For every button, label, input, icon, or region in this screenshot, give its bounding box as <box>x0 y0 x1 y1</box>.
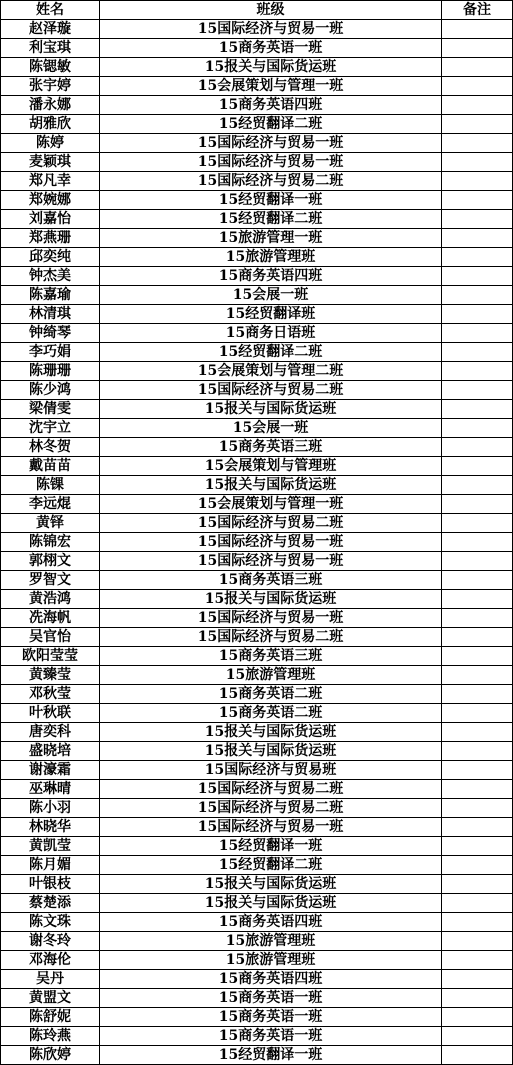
name-cell[interactable]: 麦颖琪 <box>1 153 100 172</box>
note-cell[interactable] <box>442 381 513 400</box>
note-cell[interactable] <box>442 286 513 305</box>
class-cell[interactable]: 15经贸翻译一班 <box>100 837 442 856</box>
header-cell-note[interactable]: 备注 <box>442 1 513 20</box>
class-cell[interactable]: 15国际经济与贸易班 <box>100 761 442 780</box>
name-cell[interactable]: 潘永娜 <box>1 96 100 115</box>
class-cell[interactable]: 15报关与国际货运班 <box>100 894 442 913</box>
note-cell[interactable] <box>442 58 513 77</box>
name-cell[interactable]: 郑燕珊 <box>1 229 100 248</box>
name-cell[interactable]: 陈锞 <box>1 476 100 495</box>
name-cell[interactable]: 谢濠霜 <box>1 761 100 780</box>
note-cell[interactable] <box>442 153 513 172</box>
name-cell[interactable]: 郑凡幸 <box>1 172 100 191</box>
table-row <box>1 894 513 913</box>
note-cell[interactable] <box>442 419 513 438</box>
header-row <box>1 1 513 20</box>
note-cell[interactable] <box>442 970 513 989</box>
class-cell[interactable]: 15国际经济与贸易二班 <box>100 172 442 191</box>
class-cell[interactable]: 15国际经济与贸易二班 <box>100 628 442 647</box>
table-row <box>1 210 513 229</box>
header-cell-name[interactable]: 姓名 <box>1 1 100 20</box>
note-cell[interactable] <box>442 932 513 951</box>
note-cell[interactable] <box>442 761 513 780</box>
note-cell[interactable] <box>442 324 513 343</box>
note-cell[interactable] <box>442 77 513 96</box>
name-cell[interactable]: 欧阳莹莹 <box>1 647 100 666</box>
name-cell[interactable]: 郭栩文 <box>1 552 100 571</box>
name-cell[interactable]: 黄臻莹 <box>1 666 100 685</box>
name-cell[interactable]: 林清琪 <box>1 305 100 324</box>
note-cell[interactable] <box>442 1008 513 1027</box>
note-cell[interactable] <box>442 362 513 381</box>
name-cell[interactable]: 刘嘉怡 <box>1 210 100 229</box>
table-row <box>1 191 513 210</box>
class-cell[interactable]: 15报关与国际货运班 <box>100 400 442 419</box>
table-row <box>1 533 513 552</box>
class-cell[interactable]: 15报关与国际货运班 <box>100 875 442 894</box>
class-cell[interactable]: 15经贸翻译二班 <box>100 856 442 875</box>
name-cell[interactable]: 黄凯莹 <box>1 837 100 856</box>
name-cell[interactable]: 陈玲燕 <box>1 1027 100 1046</box>
note-cell[interactable] <box>442 305 513 324</box>
table-row <box>1 324 513 343</box>
note-cell[interactable] <box>442 951 513 970</box>
note-cell[interactable] <box>442 647 513 666</box>
class-cell[interactable]: 15会展一班 <box>100 286 442 305</box>
note-cell[interactable] <box>442 248 513 267</box>
name-cell[interactable]: 林冬贺 <box>1 438 100 457</box>
class-cell[interactable]: 15报关与国际货运班 <box>100 742 442 761</box>
class-cell[interactable]: 15报关与国际货运班 <box>100 723 442 742</box>
class-cell[interactable]: 15国际经济与贸易一班 <box>100 153 442 172</box>
class-cell[interactable]: 15报关与国际货运班 <box>100 590 442 609</box>
name-cell[interactable]: 陈锶敏 <box>1 58 100 77</box>
class-cell[interactable]: 15会展一班 <box>100 419 442 438</box>
name-cell[interactable]: 陈少鸿 <box>1 381 100 400</box>
note-cell[interactable] <box>442 533 513 552</box>
name-cell[interactable]: 李远焜 <box>1 495 100 514</box>
class-cell[interactable]: 15国际经济与贸易二班 <box>100 780 442 799</box>
table-row <box>1 400 513 419</box>
table-row <box>1 58 513 77</box>
table-row <box>1 476 513 495</box>
table-row <box>1 438 513 457</box>
table-row <box>1 514 513 533</box>
name-cell[interactable]: 邓海伦 <box>1 951 100 970</box>
table-row <box>1 609 513 628</box>
class-cell[interactable]: 15商务英语三班 <box>100 647 442 666</box>
name-cell[interactable]: 钟绮琴 <box>1 324 100 343</box>
name-cell[interactable]: 利宝琪 <box>1 39 100 58</box>
class-cell[interactable]: 15商务英语一班 <box>100 1027 442 1046</box>
name-cell[interactable]: 陈嘉瑜 <box>1 286 100 305</box>
table-row <box>1 628 513 647</box>
table-row <box>1 818 513 837</box>
note-cell[interactable] <box>442 191 513 210</box>
table-row <box>1 172 513 191</box>
note-cell[interactable] <box>442 267 513 286</box>
table-row <box>1 267 513 286</box>
table-row <box>1 248 513 267</box>
note-cell[interactable] <box>442 875 513 894</box>
name-cell[interactable]: 巫琳晴 <box>1 780 100 799</box>
note-cell[interactable] <box>442 685 513 704</box>
table-row <box>1 77 513 96</box>
class-cell[interactable]: 15商务英语二班 <box>100 704 442 723</box>
note-cell[interactable] <box>442 590 513 609</box>
name-cell[interactable]: 盛晓培 <box>1 742 100 761</box>
table-row <box>1 647 513 666</box>
note-cell[interactable] <box>442 39 513 58</box>
note-cell[interactable] <box>442 172 513 191</box>
note-cell[interactable] <box>442 818 513 837</box>
class-cell[interactable]: 15国际经济与贸易二班 <box>100 514 442 533</box>
table-row <box>1 571 513 590</box>
note-cell[interactable] <box>442 799 513 818</box>
name-cell[interactable]: 梁倩雯 <box>1 400 100 419</box>
class-cell[interactable]: 15商务英语四班 <box>100 267 442 286</box>
table-row <box>1 723 513 742</box>
note-cell[interactable] <box>442 134 513 153</box>
note-cell[interactable] <box>442 229 513 248</box>
note-cell[interactable] <box>442 115 513 134</box>
table-row <box>1 989 513 1008</box>
note-cell[interactable] <box>442 457 513 476</box>
note-cell[interactable] <box>442 96 513 115</box>
note-cell[interactable] <box>442 704 513 723</box>
name-cell[interactable]: 吴丹 <box>1 970 100 989</box>
name-cell[interactable]: 林晓华 <box>1 818 100 837</box>
name-cell[interactable]: 陈珊珊 <box>1 362 100 381</box>
class-cell[interactable]: 15会展策划与管理一班 <box>100 77 442 96</box>
table-row <box>1 761 513 780</box>
note-cell[interactable] <box>442 476 513 495</box>
class-cell[interactable]: 15旅游管理班 <box>100 666 442 685</box>
class-cell[interactable]: 15国际经济与贸易二班 <box>100 799 442 818</box>
class-cell[interactable]: 15报关与国际货运班 <box>100 58 442 77</box>
table-row <box>1 913 513 932</box>
note-cell[interactable] <box>442 1046 513 1065</box>
table-row <box>1 552 513 571</box>
class-cell[interactable]: 15报关与国际货运班 <box>100 476 442 495</box>
table-row <box>1 780 513 799</box>
note-cell[interactable] <box>442 989 513 1008</box>
name-cell[interactable]: 陈锦宏 <box>1 533 100 552</box>
table-row <box>1 153 513 172</box>
name-cell[interactable]: 陈文珠 <box>1 913 100 932</box>
note-cell[interactable] <box>442 723 513 742</box>
name-cell[interactable]: 叶银枝 <box>1 875 100 894</box>
name-cell[interactable]: 郑婉娜 <box>1 191 100 210</box>
table-row <box>1 115 513 134</box>
table-row <box>1 875 513 894</box>
name-cell[interactable]: 胡雅欣 <box>1 115 100 134</box>
class-cell[interactable]: 15商务英语一班 <box>100 1008 442 1027</box>
name-cell[interactable]: 黄铎 <box>1 514 100 533</box>
class-cell[interactable]: 15商务英语四班 <box>100 913 442 932</box>
class-cell[interactable]: 15会展策划与管理班 <box>100 457 442 476</box>
class-cell[interactable]: 15国际经济与贸易二班 <box>100 381 442 400</box>
class-cell[interactable]: 15国际经济与贸易一班 <box>100 818 442 837</box>
class-cell[interactable]: 15经贸翻译二班 <box>100 115 442 134</box>
name-cell[interactable]: 罗智文 <box>1 571 100 590</box>
note-cell[interactable] <box>442 609 513 628</box>
table-row <box>1 229 513 248</box>
name-cell[interactable]: 沈宇立 <box>1 419 100 438</box>
table-row <box>1 134 513 153</box>
table-row <box>1 1046 513 1065</box>
name-cell[interactable]: 黄浩鸿 <box>1 590 100 609</box>
note-cell[interactable] <box>442 400 513 419</box>
table-row <box>1 286 513 305</box>
table-row <box>1 96 513 115</box>
class-cell[interactable]: 15国际经济与贸易一班 <box>100 533 442 552</box>
table-row <box>1 685 513 704</box>
table-body <box>1 20 513 1065</box>
class-cell[interactable]: 15国际经济与贸易一班 <box>100 134 442 153</box>
class-cell[interactable]: 15旅游管理班 <box>100 248 442 267</box>
note-cell[interactable] <box>442 1027 513 1046</box>
note-cell[interactable] <box>442 837 513 856</box>
class-cell[interactable]: 15国际经济与贸易一班 <box>100 552 442 571</box>
name-cell[interactable]: 赵泽璇 <box>1 20 100 39</box>
name-cell[interactable]: 叶秋联 <box>1 704 100 723</box>
class-cell[interactable]: 15经贸翻译班 <box>100 305 442 324</box>
class-cell[interactable]: 15会展策划与管理一班 <box>100 495 442 514</box>
class-cell[interactable]: 15商务英语一班 <box>100 39 442 58</box>
name-cell[interactable]: 蔡楚添 <box>1 894 100 913</box>
name-cell[interactable]: 吴官怡 <box>1 628 100 647</box>
class-cell[interactable]: 15商务英语三班 <box>100 438 442 457</box>
class-cell[interactable]: 15经贸翻译一班 <box>100 1046 442 1065</box>
name-cell[interactable]: 陈月媚 <box>1 856 100 875</box>
note-cell[interactable] <box>442 210 513 229</box>
table-row <box>1 457 513 476</box>
name-cell[interactable]: 邓秋莹 <box>1 685 100 704</box>
note-cell[interactable] <box>442 894 513 913</box>
note-cell[interactable] <box>442 343 513 362</box>
note-cell[interactable] <box>442 628 513 647</box>
note-cell[interactable] <box>442 913 513 932</box>
table-row <box>1 39 513 58</box>
name-cell[interactable]: 陈婷 <box>1 134 100 153</box>
note-cell[interactable] <box>442 438 513 457</box>
table-row <box>1 1027 513 1046</box>
table-row <box>1 742 513 761</box>
name-cell[interactable]: 冼海帆 <box>1 609 100 628</box>
table-row <box>1 704 513 723</box>
class-cell[interactable]: 15国际经济与贸易一班 <box>100 20 442 39</box>
table-row <box>1 970 513 989</box>
class-cell[interactable]: 15商务英语四班 <box>100 970 442 989</box>
class-cell[interactable]: 15会展策划与管理二班 <box>100 362 442 381</box>
name-cell[interactable]: 戴苗苗 <box>1 457 100 476</box>
name-cell[interactable]: 钟杰美 <box>1 267 100 286</box>
note-cell[interactable] <box>442 495 513 514</box>
class-cell[interactable]: 15国际经济与贸易一班 <box>100 609 442 628</box>
table-row <box>1 1008 513 1027</box>
table-row <box>1 666 513 685</box>
name-cell[interactable]: 陈舒妮 <box>1 1008 100 1027</box>
class-cell[interactable]: 15经贸翻译二班 <box>100 210 442 229</box>
table-row <box>1 20 513 39</box>
note-cell[interactable] <box>442 742 513 761</box>
class-cell[interactable]: 15经贸翻译一班 <box>100 191 442 210</box>
class-cell[interactable]: 15商务英语一班 <box>100 989 442 1008</box>
class-cell[interactable]: 15商务英语二班 <box>100 685 442 704</box>
note-cell[interactable] <box>442 552 513 571</box>
table-row <box>1 381 513 400</box>
note-cell[interactable] <box>442 571 513 590</box>
name-cell[interactable]: 张宇婷 <box>1 77 100 96</box>
table-row <box>1 951 513 970</box>
class-cell[interactable]: 15商务英语四班 <box>100 96 442 115</box>
header-cell-class[interactable]: 班级 <box>100 1 442 20</box>
note-cell[interactable] <box>442 856 513 875</box>
table-row <box>1 343 513 362</box>
note-cell[interactable] <box>442 514 513 533</box>
table-row <box>1 932 513 951</box>
note-cell[interactable] <box>442 666 513 685</box>
class-cell[interactable]: 15旅游管理班 <box>100 951 442 970</box>
name-cell[interactable]: 谢冬玲 <box>1 932 100 951</box>
note-cell[interactable] <box>442 780 513 799</box>
name-cell[interactable]: 陈欣婷 <box>1 1046 100 1065</box>
table-row <box>1 495 513 514</box>
name-cell[interactable]: 陈小羽 <box>1 799 100 818</box>
note-cell[interactable] <box>442 20 513 39</box>
name-cell[interactable]: 唐奕科 <box>1 723 100 742</box>
name-cell[interactable]: 李巧娟 <box>1 343 100 362</box>
class-cell[interactable]: 15商务日语班 <box>100 324 442 343</box>
class-cell[interactable]: 15经贸翻译二班 <box>100 343 442 362</box>
name-cell[interactable]: 黄盟文 <box>1 989 100 1008</box>
table-row <box>1 799 513 818</box>
table-row <box>1 590 513 609</box>
table-row <box>1 305 513 324</box>
class-cell[interactable]: 15旅游管理班 <box>100 932 442 951</box>
table-row <box>1 856 513 875</box>
class-cell[interactable]: 15旅游管理一班 <box>100 229 442 248</box>
table-row <box>1 837 513 856</box>
table-row <box>1 362 513 381</box>
table-row <box>1 419 513 438</box>
class-cell[interactable]: 15商务英语三班 <box>100 571 442 590</box>
name-cell[interactable]: 邱奕纯 <box>1 248 100 267</box>
